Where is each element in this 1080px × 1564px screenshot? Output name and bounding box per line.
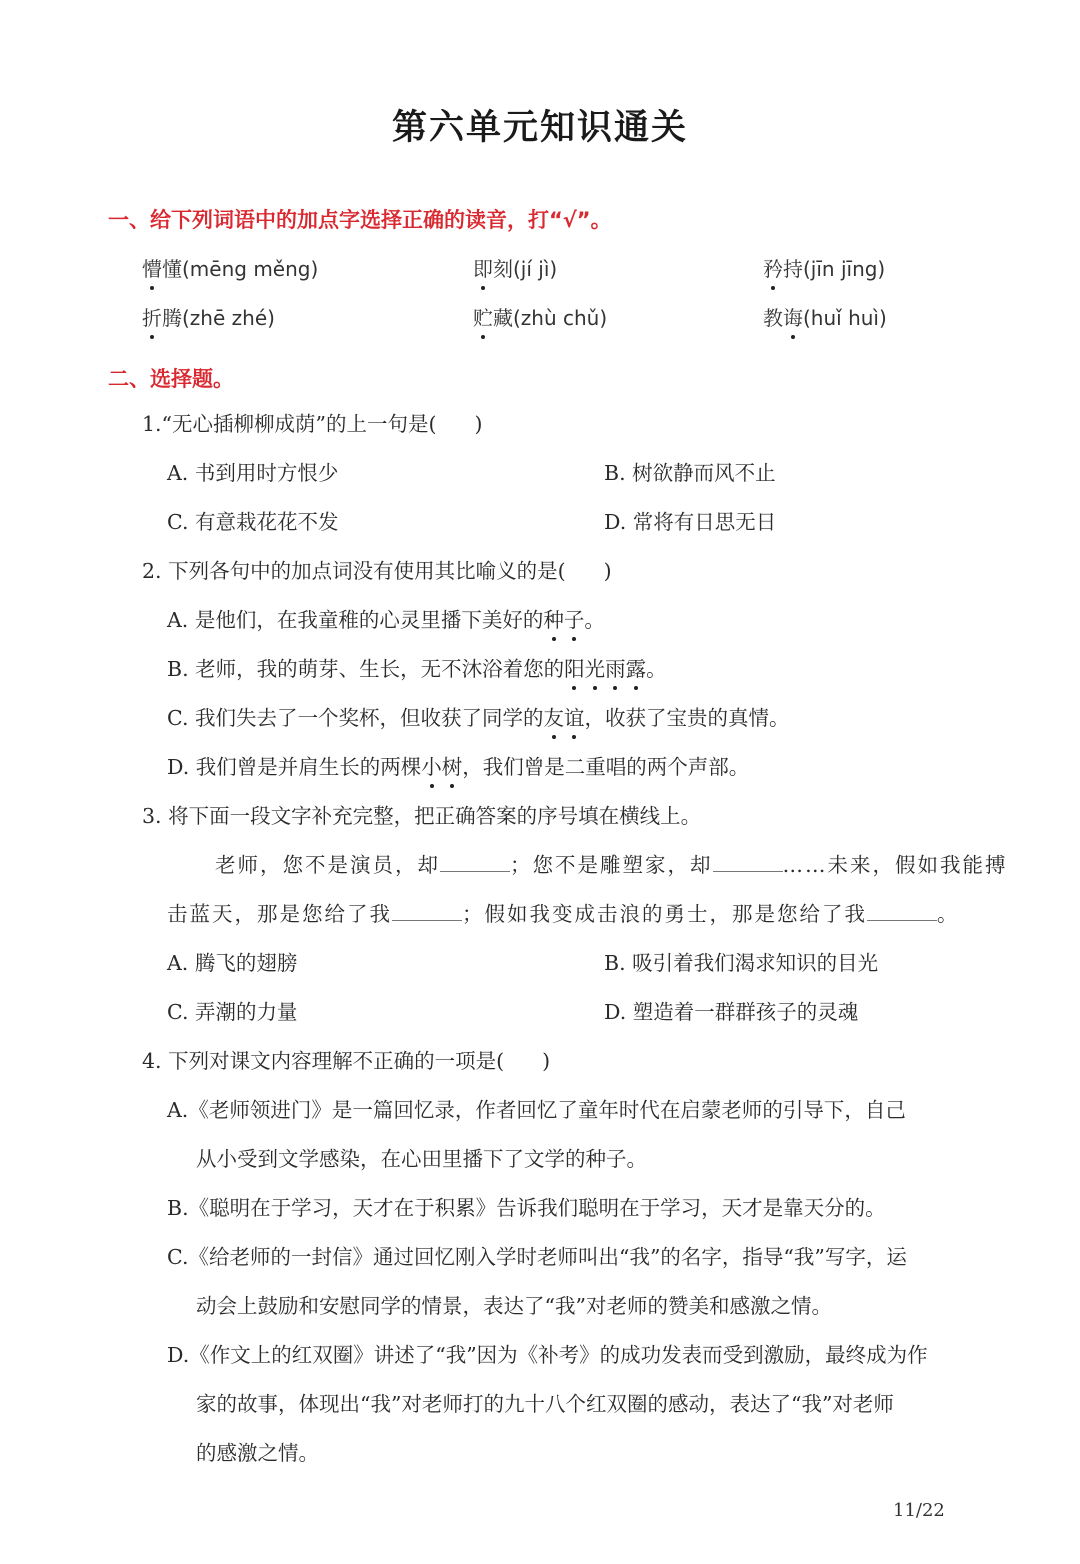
q1-option-d: D. 常将有日思无日 [604, 510, 777, 534]
q1-option-a: A. 书到用时方恨少 [167, 461, 339, 485]
page-title: 第六单元知识通关 [391, 107, 688, 148]
dotted-char: 小 [421, 755, 442, 779]
pinyin-options: (mēng měng) [182, 257, 319, 281]
word-char: 腾 [162, 306, 182, 330]
page-number: 11/22 [893, 1500, 945, 1521]
q2-option-b [167, 655, 667, 683]
dotted-word [564, 657, 646, 681]
q3-option-b: B. 吸引着我们渴求知识的目光 [604, 951, 879, 975]
fill-blank[interactable] [867, 902, 937, 921]
q3-passage-line-2 [167, 900, 960, 928]
dotted-char: 子 [563, 608, 585, 632]
q4-option-a-line-2: 从小受到文学感染，在心田里播下了文学的种子。 [196, 1147, 647, 1171]
option-text: ，我们曾是二重唱的两个声部。 [462, 755, 750, 779]
option-text: D. 我们曾是并肩生长的两棵 [167, 755, 422, 779]
option-text: C. 我们失去了一个奖杯，但收获了同学的 [167, 706, 544, 730]
question-1 [142, 410, 483, 438]
dotted-char: 雨 [605, 657, 626, 681]
pinyin-item-2 [473, 255, 557, 283]
q2-option-c [167, 704, 790, 732]
fill-blank[interactable] [713, 853, 783, 872]
fill-blank[interactable] [392, 902, 462, 921]
passage-text: 。 [937, 902, 960, 926]
dotted-char: 谊 [564, 706, 585, 730]
option-text: 。 [646, 657, 667, 681]
pinyin-options: (zhù chǔ) [513, 306, 608, 330]
q2-option-d [167, 753, 749, 781]
passage-text: 老师，您不是演员，却 [215, 853, 440, 877]
q3-option-d: D. 塑造着一群群孩子的灵魂 [604, 1000, 859, 1024]
pinyin-options: (huǐ huì) [803, 306, 887, 330]
passage-text: ；假如我变成击浪的勇士，那是您给了我 [462, 902, 867, 926]
dotted-char: 树 [441, 755, 463, 779]
pinyin-options: (zhē zhé) [182, 306, 275, 330]
dotted-char: 露 [625, 657, 647, 681]
dotted-char: 种 [543, 608, 564, 632]
dotted-char: 诲 [783, 306, 803, 330]
dotted-char: 矜 [763, 257, 783, 281]
q4-option-c-line-1: C.《给老师的一封信》通过回忆刚入学时老师叫出“我”的名字，指导“我”写字，运 [167, 1245, 907, 1269]
question-2 [142, 557, 612, 585]
q2-option-a [167, 606, 605, 634]
dotted-char: 折 [142, 306, 162, 330]
q4-option-a-line-1: A.《老师领进门》是一篇回忆录，作者回忆了童年时代在启蒙老师的引导下，自己 [167, 1098, 906, 1122]
answer-paren-close: ) [474, 412, 483, 436]
dotted-char: 光 [584, 657, 606, 681]
passage-text: 击蓝天，那是您给了我 [167, 902, 392, 926]
dotted-char: 阳 [564, 657, 585, 681]
question-stem: 4. 下列对课文内容理解不正确的一项是( [142, 1049, 505, 1073]
pinyin-item-3 [763, 255, 885, 283]
question-4 [142, 1047, 550, 1075]
pinyin-item-5 [473, 304, 607, 332]
dotted-word [544, 706, 585, 730]
option-text: 。 [584, 608, 605, 632]
question-stem: 2. 下列各句中的加点词没有使用其比喻义的是( [142, 559, 566, 583]
pinyin-options: (jīn jīng) [803, 257, 886, 281]
section1-heading: 一、给下列词语中的加点字选择正确的读音，打“√”。 [108, 208, 612, 232]
q4-option-d-line-3: 的感激之情。 [196, 1441, 319, 1465]
q4-option-d-line-2: 家的故事，体现出“我”对老师打的九十八个红双圈的感动，表达了“我”对老师 [196, 1392, 894, 1416]
dotted-char: 即 [473, 257, 493, 281]
dotted-word [421, 755, 462, 779]
dotted-char: 懵 [142, 257, 162, 281]
passage-text: ……未来，假如我能搏 [782, 853, 1008, 877]
answer-paren-close: ) [603, 559, 612, 583]
q3-option-a: A. 腾飞的翅膀 [167, 951, 298, 975]
q1-option-b: B. 树欲静而风不止 [604, 461, 776, 485]
q3-passage-line-1 [215, 851, 1008, 879]
option-text: A. 是他们，在我童稚的心灵里播下美好的 [167, 608, 544, 632]
option-text: ，收获了宝贵的真情。 [584, 706, 790, 730]
word-char: 刻 [493, 257, 513, 281]
pinyin-item-1 [142, 255, 318, 283]
passage-text: ；您不是雕塑家，却 [510, 853, 713, 877]
dotted-char: 贮 [473, 306, 493, 330]
dotted-word [543, 608, 584, 632]
q3-option-c: C. 弄潮的力量 [167, 1000, 298, 1024]
q4-option-d-line-1: D.《作文上的红双圈》讲述了“我”因为《补考》的成功发表而受到激励，最终成为作 [167, 1343, 928, 1367]
option-text: B. 老师，我的萌芽、生长，无不沐浴着您的 [167, 657, 565, 681]
section2-heading: 二、选择题。 [108, 367, 234, 391]
pinyin-item-6 [763, 304, 887, 332]
q1-option-c: C. 有意栽花花不发 [167, 510, 339, 534]
q4-option-b: B.《聪明在于学习，天才在于积累》告诉我们聪明在于学习，天才是靠天分的。 [167, 1196, 886, 1220]
word-char: 懂 [162, 257, 182, 281]
pinyin-item-4 [142, 304, 275, 332]
fill-blank[interactable] [440, 853, 510, 872]
question-3: 3. 将下面一段文字补充完整，把正确答案的序号填在横线上。 [142, 804, 702, 828]
q4-option-c-line-2: 动会上鼓励和安慰同学的情景，表达了“我”对老师的赞美和感激之情。 [196, 1294, 832, 1318]
word-char: 教 [763, 306, 783, 330]
question-stem: 1.“无心插柳柳成荫”的上一句是( [142, 412, 437, 436]
word-char: 持 [783, 257, 803, 281]
dotted-char: 友 [543, 706, 564, 730]
answer-paren-close: ) [542, 1049, 551, 1073]
pinyin-options: (jí jì) [513, 257, 558, 281]
word-char: 藏 [493, 306, 513, 330]
